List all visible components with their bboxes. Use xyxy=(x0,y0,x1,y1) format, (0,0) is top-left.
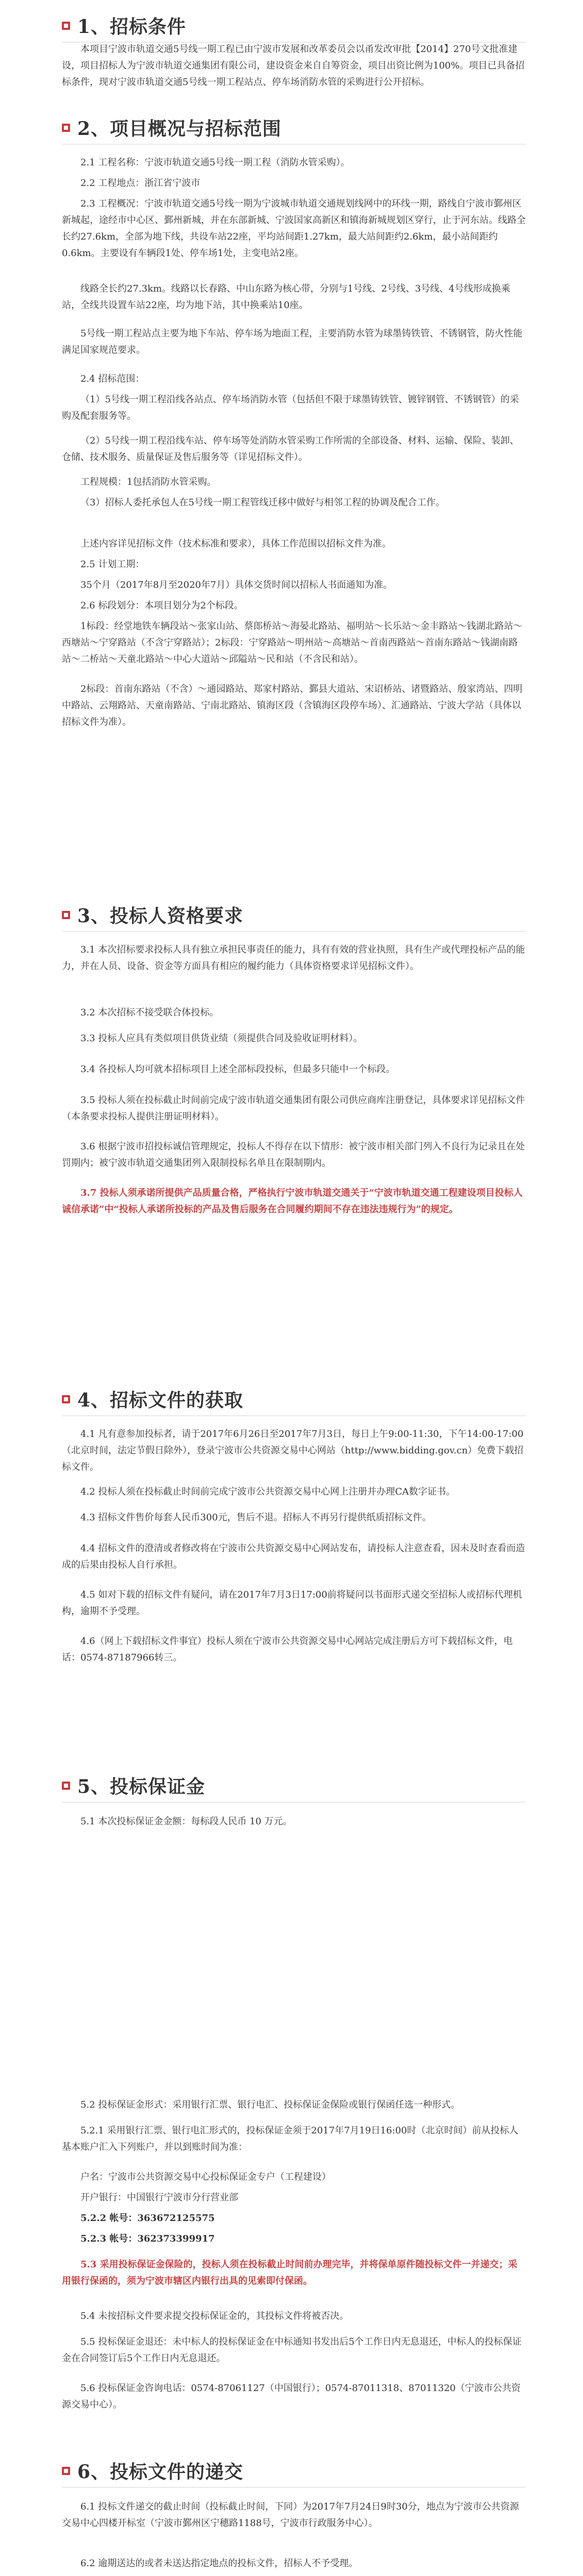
paragraph: 1标段：经堂地铁车辆段站～张家山站、蔡郎桥站～海晏北路站、福明站～长乐站～金丰路站～钱湖北路站～西塘站～宁穿路站（不含宁穿路站）；2标段：宁穿路站～明州站～高塘站～首南西路站～首南东路站～钱湖南路站～二桥站～天童北路站～中心大道站～邱隘站～民和站（不含民和站）。 xyxy=(62,621,523,665)
section-bidding-conditions xyxy=(62,12,526,43)
paragraph: 5.5 投标保证金退还：未中标人的投标保证金在中标通知书发出后5个工作日内无息退还，中标人的投标保证金在合同签订后5个工作日内无息退还。 xyxy=(62,2336,522,2364)
paragraph: 本项目宁波市轨道交通5号线一期工程已由宁波市发展和改革委员会以甬发改审批【2014】270号文批准建设，项目招标人为宁波市轨道交通集团有限公司，建设资金来自自筹资金，项目出资比例为100%。项目已具备招标条件，现对宁波市轨道交通5号线一期工程站点、停车场消防水管的采购进行公开招标。 xyxy=(62,44,525,88)
paragraph: 线路全长约27.3km。线路以长春路、中山东路为核心带，分别与1号线、2号线、3号线、4号线形成换乘站，全线共设置车站22座，均为地下站，其中换乘站10座。 xyxy=(62,283,510,311)
section-header xyxy=(62,114,526,145)
paragraph: 5号线一期工程站点主要为地下车站、停车场为地面工程，主要消防水管为球墨铸铁管、不锈钢管，防火性能满足国家规范要求。 xyxy=(62,328,523,355)
paragraph: 6.2 逾期送达的或者未送达指定地点的投标文件，招标人不予受理。 xyxy=(80,2558,358,2569)
section-bullet-icon xyxy=(62,1395,70,1403)
paragraph: 2.4 招标范围： xyxy=(80,374,145,384)
section-header xyxy=(62,2458,526,2488)
paragraph: 4.1 凡有意参加投标者，请于2017年6月26日至2017年7月3日，每日上午9:00-11:30，下午14:00-17:00（北京时间，法定节假日除外），登录宁波市公共资源交易中心网站（http://www.bidding.gov.cn）免费下载招标文件。 xyxy=(62,1429,524,1472)
paragraph: 4.5 如对下载的招标文件有疑问，请在2017年7月3日17:00前将疑问以书面形式递交至招标人或招标代理机构，逾期不予受理。 xyxy=(62,1589,522,1617)
section-obtain-documents xyxy=(62,1386,526,1416)
paragraph: 3.3 投标人应具有类似项目供货业绩（须提供合同及验收证明材料）。 xyxy=(80,1033,363,1044)
section-title: 3、投标人资格要求 xyxy=(77,905,244,927)
paragraph: 6.1 投标文件递交的截止时间（投标截止时间，下同）为2017年7月24日9时30分，地点为宁波市公共资源交易中心四楼开标室（宁波市鄞州区宁穗路1188号，宁波市行政服务中心）。 xyxy=(62,2501,519,2529)
paragraph: 3.5 投标人须在投标截止时间前完成宁波市轨道交通集团有限公司供应商库注册登记，具体要求详见招标文件（本条要求投标人提供注册证明材料）。 xyxy=(62,1095,525,1122)
paragraph: 3.1 本次招标要求投标人具有独立承担民事责任的能力，具有有效的营业执照，具有生产或代理投标产品的能力，并在人员、设备、资金等方面具有相应的履约能力（具体资格要求详见招标文件）。 xyxy=(62,944,525,972)
paragraph: 开户银行：中国银行宁波市分行营业部 xyxy=(80,2192,238,2203)
paragraph-account: 5.2.3 帐号：362373399917 xyxy=(80,2233,215,2244)
paragraph: 2.6 标段划分：本项目划分为2个标段。 xyxy=(80,600,243,611)
section-bullet-icon xyxy=(62,911,70,919)
paragraph: 工程规模：1包括消防水管采购。 xyxy=(80,477,216,487)
section-title: 5、投标保证金 xyxy=(77,1776,206,1798)
paragraph: 5.2 投标保证金形式：采用银行汇票、银行电汇、投标保证金保险或银行保函任选一种形式。 xyxy=(80,2099,460,2110)
section-bullet-icon xyxy=(62,124,70,132)
section-header xyxy=(62,902,526,932)
paragraph-account: 5.2.2 帐号：363672125575 xyxy=(80,2213,215,2224)
paragraph: 2标段：首南东路站（不含）～通园路站、郑家村路站、鄞县大道站、宋诏桥站、诸暨路站、殷家湾站、四明中路站、云翔路站、天童南路站、宁南北路站、镇海区段（含镇海区段停车场）、汇通路站、宁波大学站（具体以招标文件为准）。 xyxy=(62,684,523,727)
paragraph: （3）招标人委托承包人在5号线一期工程管线迁移中做好与相邻工程的协调及配合工作。 xyxy=(80,497,445,508)
section-bid-bond xyxy=(62,1772,526,1803)
section-bullet-icon xyxy=(62,22,70,30)
paragraph: （2）5号线一期工程沿线车站、停车场等处消防水管采购工作所需的全部设备、材料、运输、保险、装卸、仓储、技术服务、质量保证及售后服务等（详见招标文件）。 xyxy=(62,435,519,463)
section-title: 1、招标条件 xyxy=(77,16,187,38)
paragraph: 户名：宁波市公共资源交易中心投标保证金专户（工程建设） xyxy=(80,2172,331,2182)
paragraph: 2.5 计划工期： xyxy=(80,559,145,570)
paragraph: （1）5号线一期工程沿线各站点、停车场消防水管（包括但不限于球墨铸铁管、镀锌钢管、不锈钢管）的采购及配套服务等。 xyxy=(62,394,519,421)
paragraph: 4.2 投标人须在投标截止时间前完成宁波市公共资源交易中心网上注册并办理CA数字证书。 xyxy=(80,1486,456,1497)
paragraph: 4.4 招标文件的澄清或者修改将在宁波市公共资源交易中心网站发布，请投标人注意查看，因未及时查看而造成的后果由投标人自行承担。 xyxy=(62,1543,525,1570)
section-project-overview xyxy=(62,114,526,145)
paragraph: 3.6 根据宁波市招投标诚信管理规定，投标人不得存在以下情形：被宁波市相关部门列入不良行为记录且在处罚期内；被宁波市轨道交通集团列入限制投标名单且在限制期内。 xyxy=(62,1141,525,1168)
paragraph: 5.4 未按招标文件要求提交投标保证金的，其投标文件将被否决。 xyxy=(80,2311,349,2321)
section-header xyxy=(62,1772,526,1803)
section-bullet-icon xyxy=(62,1782,70,1790)
paragraph: 4.6（网上下载招标文件事宜）投标人须在宁波市公共资源交易中心网站完成注册后方可下载招标文件，电话：0574-87187966转三。 xyxy=(62,1636,513,1663)
paragraph: 4.3 招标文件售价每套人民币300元，售后不退。招标人不再另行提供纸质招标文件。 xyxy=(80,1512,431,1523)
paragraph: 上述内容详见招标文件（技术标准和要求），具体工作范围以招标文件为准。 xyxy=(80,538,391,549)
paragraph-highlight: 3.7 投标人须承诺所提供产品质量合格，严格执行宁波市轨道交通关于“宁波市轨道交通工程建设项目投标人诚信承诺”中“投标人承诺所投标的产品及售后服务在合同履约期间不存在违法违规行为”的规定。 xyxy=(62,1188,523,1215)
paragraph: 2.3 工程概况：宁波市轨道交通5号线一期为宁波城市轨道交通规划线网中的环线一期，路线自宁波市鄞州区新城起，途经市中心区、鄞州新城，并在东部新城、宁波国家高新区和镇海新城规划区穿行，止于河东站。线路全长约27.6km，全部为地下线，共设车站22座，平均站间距1.27km，最大站间距约2.6km，最小站间距约0.6km。主要设有车辆段1处、停车场1处，主变电站2座。 xyxy=(62,198,526,259)
section-header xyxy=(62,12,526,43)
section-qualification xyxy=(62,902,526,932)
paragraph: 35个月（2017年8月至2020年7月）具体交货时间以招标人书面通知为准。 xyxy=(80,580,393,590)
paragraph: 5.1 本次投标保证金金额：每标段人民币 10 万元。 xyxy=(80,1816,292,1827)
paragraph: 2.1 工程名称：宁波市轨道交通5号线一期工程（消防水管采购）。 xyxy=(80,157,350,168)
section-submit-bid xyxy=(62,2458,526,2488)
section-title: 6、投标文件的递交 xyxy=(77,2461,244,2483)
section-header xyxy=(62,1386,526,1416)
paragraph: 3.4 各投标人均可就本招标项目上述全部标段投标，但最多只能中一个标段。 xyxy=(80,1064,395,1075)
section-title: 2、项目概况与招标范围 xyxy=(77,118,282,140)
paragraph: 5.6 投标保证金咨询电话：0574-87061127（中国银行）；0574-87011318、87011320（宁波市公共资源交易中心）。 xyxy=(62,2383,521,2410)
paragraph: 5.2.1 采用银行汇票、银行电汇形式的，投标保证金须于2017年7月19日16:00时（北京时间）前从投标人基本账户汇入下列账户，并以到账时间为准： xyxy=(62,2125,519,2153)
paragraph: 3.2 本次招标不接受联合体投标。 xyxy=(80,1007,219,1018)
section-title: 4、招标文件的获取 xyxy=(77,1389,244,1411)
paragraph: 2.2 工程地点：浙江省宁波市 xyxy=(80,178,201,189)
section-bullet-icon xyxy=(62,2467,70,2475)
paragraph-highlight: 5.3 采用投标保证金保险的，投标人须在投标截止时间前办理完毕，并将保单原件随投标文件一并递交；采用银行保函的，须为宁波市辖区内银行出具的见索即付保函。 xyxy=(62,2259,518,2286)
